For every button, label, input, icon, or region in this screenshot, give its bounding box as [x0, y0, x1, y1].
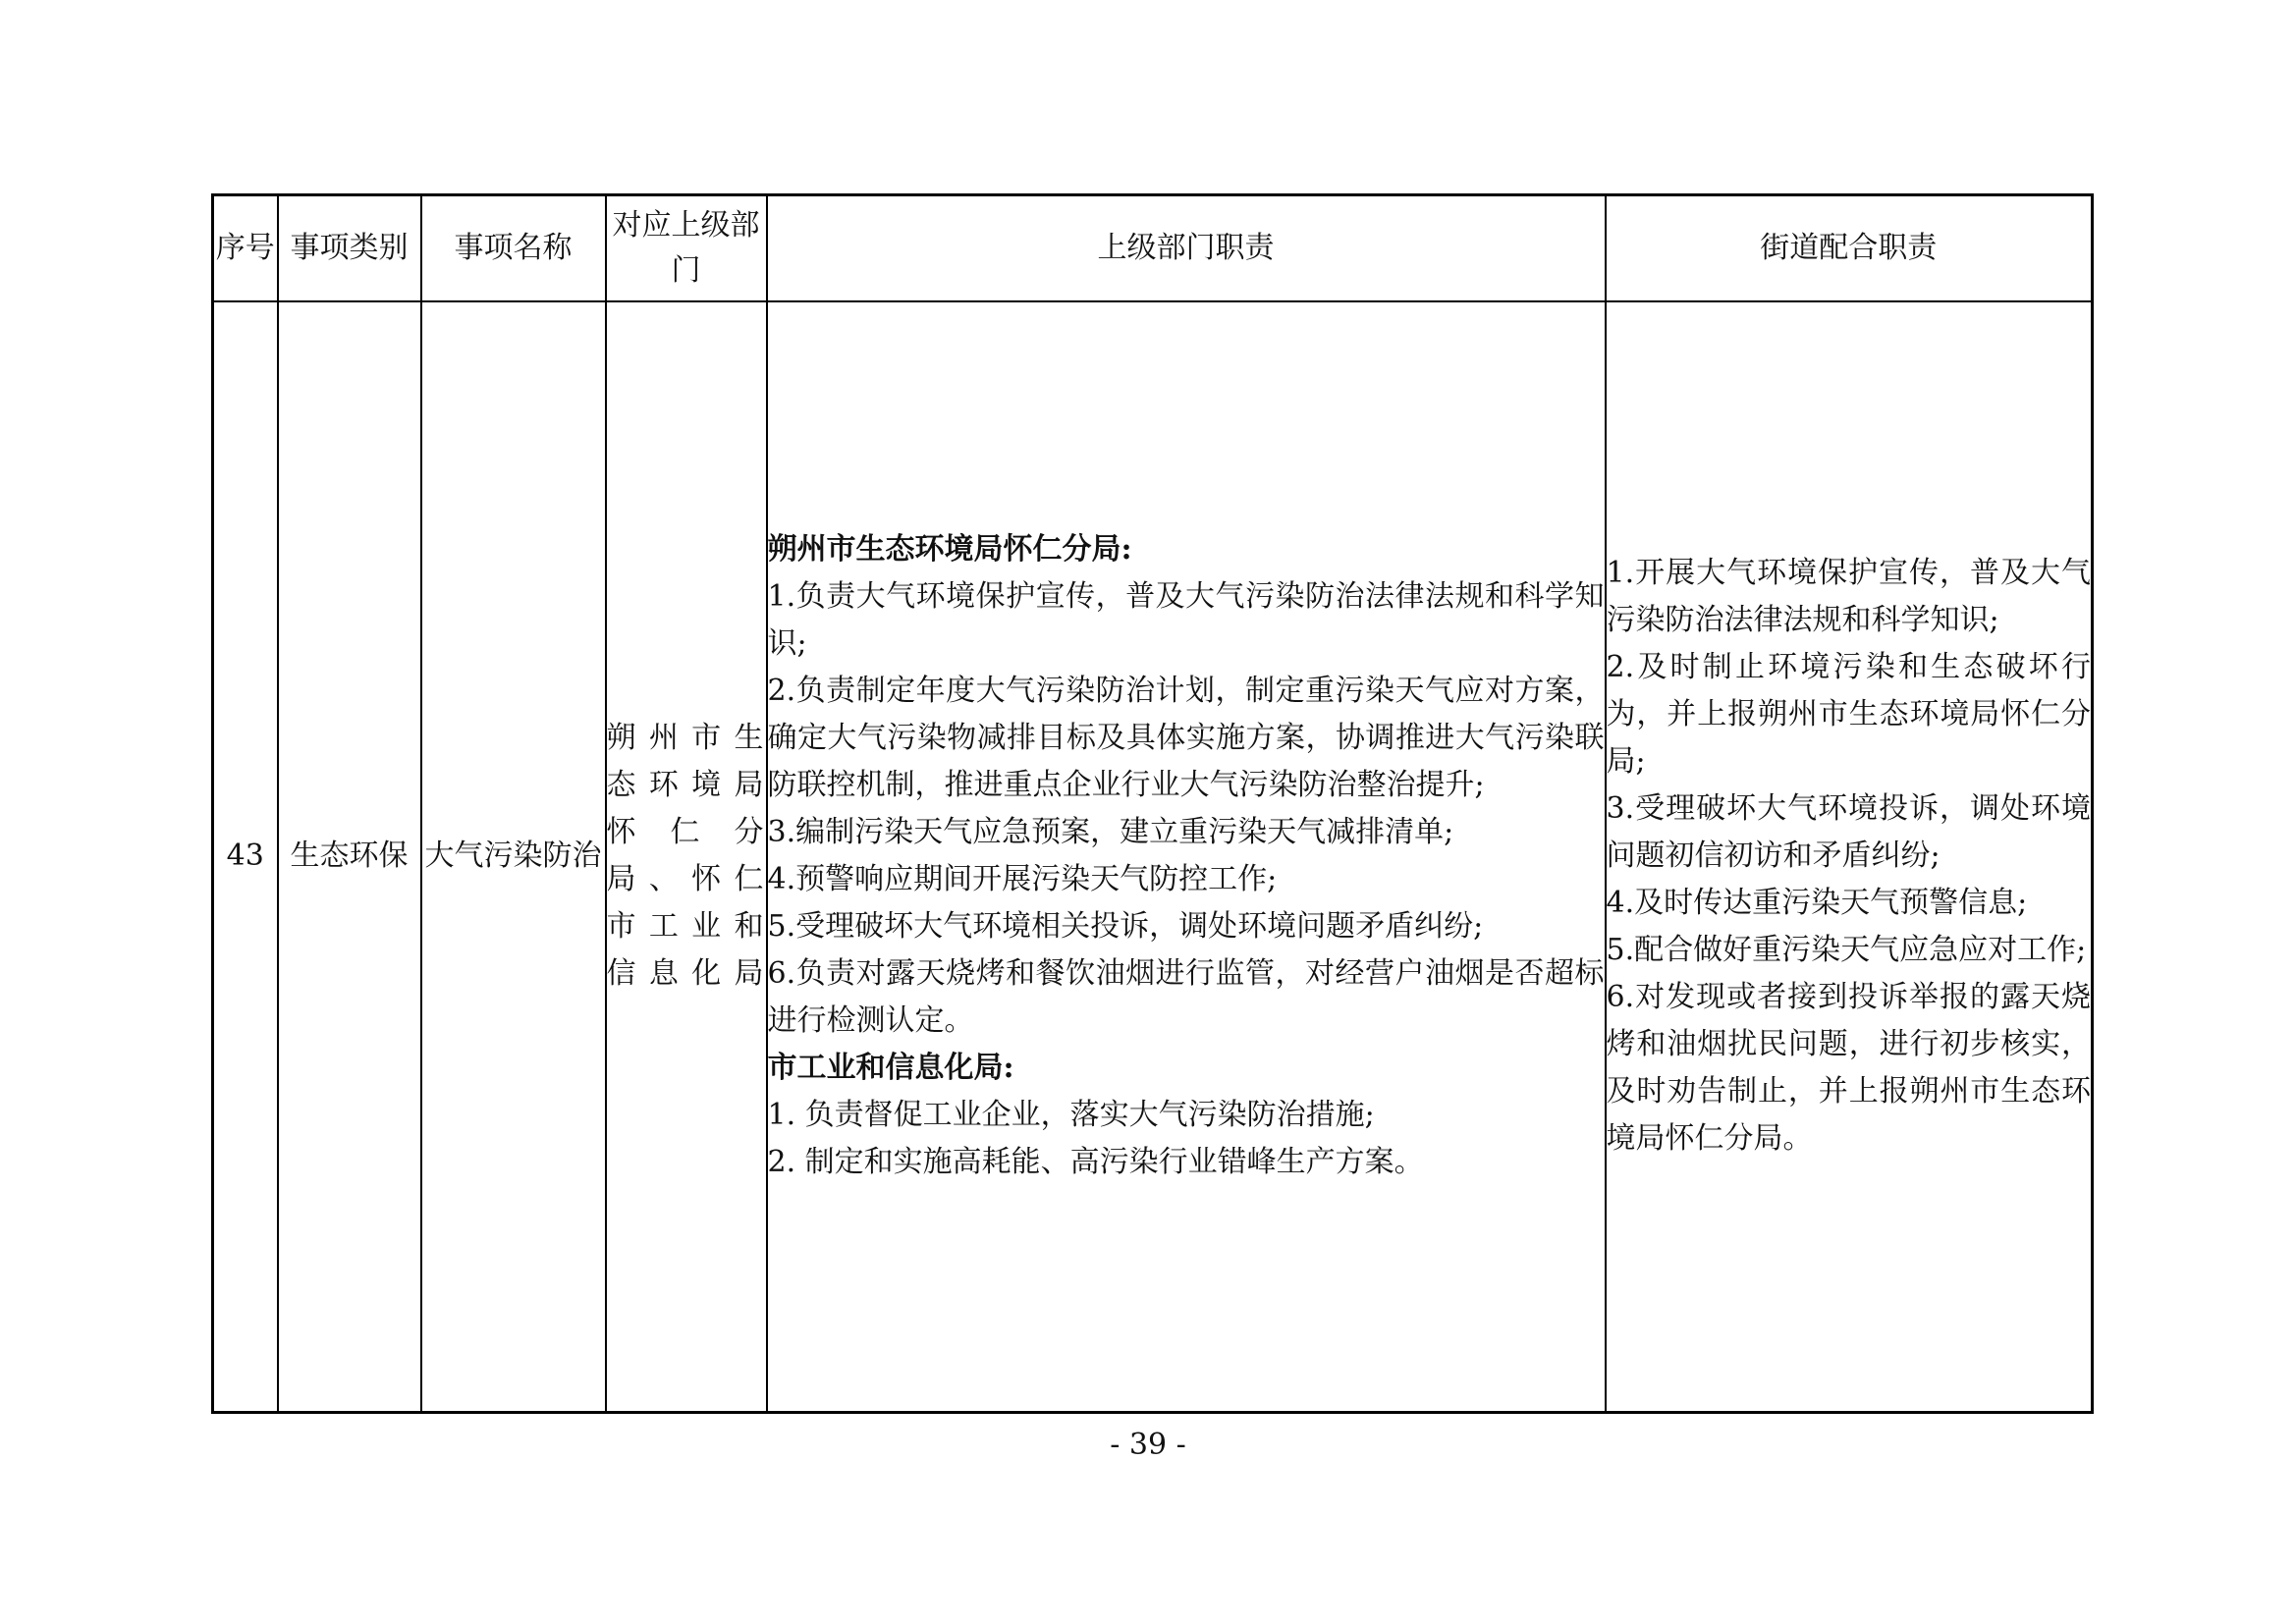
superior-dept-line: 朔州市生 [606, 721, 766, 756]
header-superior-dept: 对应上级部门 [606, 195, 767, 301]
duty-item: 2.负责制定年度大气污染防治计划，制定重污染天气应对方案，确定大气污染物减排目标及具体实施方案，协调推进大气污染联防联控机制，推进重点企业行业大气污染防治整治提升; [767, 674, 1605, 803]
street-duty-item: 3.受理破坏大气环境投诉，调处环境问题初信初访和矛盾纠纷; [1606, 791, 2091, 874]
org-heading-env-bureau: 朔州市生态环境局怀仁分局: [767, 532, 1132, 568]
table-row [213, 301, 2093, 1413]
superior-dept-line: 市工业和 [606, 909, 766, 945]
cell-seq: 43 [213, 301, 278, 1413]
cell-category: 生态环保 [278, 301, 421, 1413]
cell-superior-dept [606, 301, 767, 1413]
org-heading-industry-bureau: 市工业和信息化局: [767, 1051, 1014, 1086]
superior-dept-line: 怀 仁 分 [606, 815, 766, 850]
cell-item-name: 大气污染防治 [421, 301, 606, 1413]
header-item-name: 事项名称 [421, 195, 606, 301]
header-category: 事项类别 [278, 195, 421, 301]
duty-item: 6.负责对露天烧烤和餐饮油烟进行监管，对经营户油烟是否超标进行检测认定。 [767, 956, 1605, 1039]
street-duty-item: 1.开展大气环境保护宣传，普及大气污染防治法律法规和科学知识; [1606, 556, 2091, 638]
header-superior-duty: 上级部门职责 [767, 195, 1606, 301]
duty-item: 5.受理破坏大气环境相关投诉，调处环境问题矛盾纠纷; [767, 909, 1484, 945]
duty-item: 1. 负责督促工业企业，落实大气污染防治措施; [767, 1098, 1375, 1133]
duty-item: 4.预警响应期间开展污染天气防控工作; [767, 862, 1278, 897]
superior-dept-line: 态环境局 [606, 768, 766, 803]
cell-street-duty [1606, 301, 2093, 1413]
superior-dept-line: 信息化局 [606, 956, 766, 992]
superior-dept-line: 局、怀仁 [606, 862, 766, 897]
street-duty-item: 4.及时传达重污染天气预警信息; [1606, 886, 2028, 921]
street-duty-item: 5.配合做好重污染天气应急应对工作; [1606, 933, 2087, 968]
street-duty-item: 2.及时制止环境污染和生态破坏行为，并上报朔州市生态环境局怀仁分局; [1606, 650, 2091, 780]
street-duty-item: 6.对发现或者接到投诉举报的露天烧烤和油烟扰民问题，进行初步核实，及时劝告制止，并上报朔州市生态环境局怀仁分局。 [1606, 980, 2091, 1157]
header-street-duty: 街道配合职责 [1606, 195, 2093, 301]
page-number: - 39 - [1110, 1428, 1186, 1462]
cell-superior-duty [767, 301, 1606, 1413]
duty-item: 3.编制污染天气应急预案，建立重污染天气减排清单; [767, 815, 1454, 850]
header-seq: 序号 [213, 195, 278, 301]
table-header-row [213, 195, 2093, 301]
responsibility-table [211, 193, 2094, 1414]
duty-item: 1.负责大气环境保护宣传，普及大气污染防治法律法规和科学知识; [767, 579, 1605, 662]
duty-item: 2. 制定和实施高耗能、高污染行业错峰生产方案。 [767, 1145, 1424, 1180]
